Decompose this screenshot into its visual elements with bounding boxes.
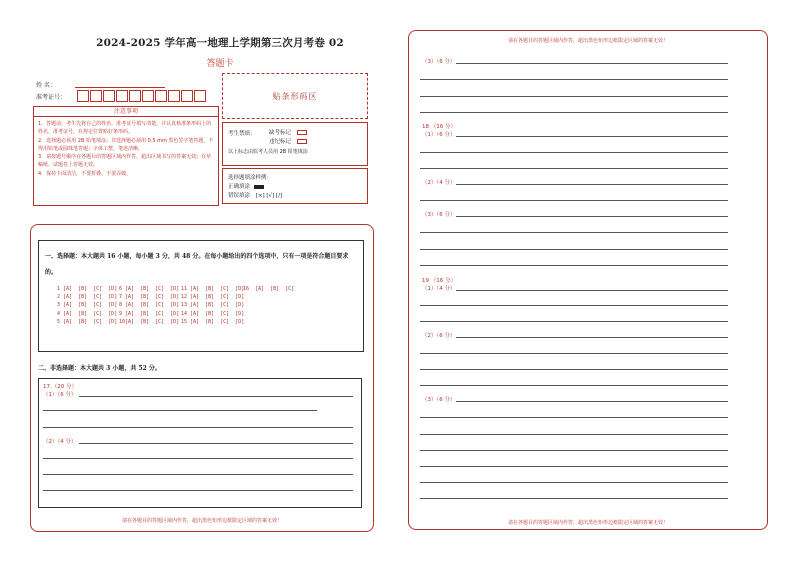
- mc-cell[interactable]: 9 [A] [B] [C] [D]: [119, 310, 180, 317]
- answer-line[interactable]: [420, 321, 728, 322]
- answer-line[interactable]: [43, 427, 353, 428]
- section2-heading: 二、非选择题：本大题共 3 小题，共 52 分。: [38, 365, 161, 372]
- answer-line[interactable]: [456, 337, 728, 338]
- answer-line[interactable]: [420, 498, 728, 499]
- mc-cell[interactable]: 12 [A] [B] [C] [D]: [181, 294, 245, 301]
- mc-cell[interactable]: 2 [A] [B] [C] [D]: [57, 294, 118, 301]
- q19-part3-label: （3）（6 分）: [422, 397, 456, 403]
- q19-part2-label: （2）（6 分）: [422, 333, 456, 339]
- absent-mark-box[interactable]: [297, 130, 307, 135]
- right-panel-hint-top: 请在各题目的答题区域内作答，超出黑色矩形边框限定区域的答案无效！: [507, 38, 668, 44]
- notice-item: 2．选择题必须用 2B 铅笔填涂；非选择题必须用 0.5 mm 黑色签字笔答题，不得用铅笔或圆珠笔答题；字体工整、笔迹清晰。: [38, 137, 214, 152]
- answer-line[interactable]: [456, 401, 728, 402]
- fill-sample-title: 选择题填涂样例：: [228, 175, 273, 181]
- answer-line[interactable]: [420, 434, 728, 435]
- answer-line[interactable]: [79, 396, 353, 397]
- mc-cell[interactable]: 16 [A] [B] [C]: [243, 286, 295, 292]
- answer-line[interactable]: [456, 290, 728, 291]
- answer-line[interactable]: [420, 417, 728, 418]
- id-box[interactable]: [129, 90, 141, 102]
- q18-part2-label: （2）（4 分）: [422, 180, 456, 186]
- page-title: 2024-2025 学年高一地理上学期第三次月考卷 02: [96, 37, 344, 49]
- answer-line[interactable]: [420, 305, 728, 306]
- q18-part3-label: （3）（6 分）: [422, 212, 456, 218]
- absent-label: 缺考标记: [269, 130, 292, 136]
- notice-title: 注意事项: [34, 107, 218, 117]
- id-box[interactable]: [194, 90, 206, 102]
- id-box[interactable]: [103, 90, 115, 102]
- correct-fill-label: 正确填涂: [228, 184, 251, 190]
- notice-item: 1．答题前，考生先将自己的姓名、准考证号填写清楚，并认真核准条形码上的姓名、准考证号，在规定位置贴好条形码。: [38, 121, 212, 136]
- answer-line[interactable]: [420, 353, 728, 354]
- answer-line[interactable]: [420, 79, 728, 80]
- mc-cell[interactable]: 14 [A] [B] [C] [D]: [181, 310, 245, 317]
- multiple-choice-box: [38, 240, 364, 352]
- mc-cell[interactable]: 13 [A] [B] [C] [D]: [181, 302, 245, 309]
- answer-line[interactable]: [420, 369, 728, 370]
- answer-line[interactable]: [420, 96, 728, 97]
- q18-title: 18 （16 分）: [422, 124, 456, 130]
- answer-line[interactable]: [420, 112, 728, 113]
- answer-line[interactable]: [420, 200, 728, 201]
- answer-line[interactable]: [43, 490, 353, 491]
- notice-box: [33, 106, 219, 206]
- name-input-line[interactable]: [75, 87, 165, 88]
- page-subtitle: 答题卡: [206, 59, 234, 69]
- q17-box: [38, 378, 362, 508]
- barcode-area: 贴条形码区: [222, 73, 368, 119]
- id-box[interactable]: [90, 90, 102, 102]
- mc-row: [57, 310, 363, 318]
- q17-part1-label: （1）（6 分）: [43, 392, 77, 398]
- id-box[interactable]: [77, 90, 89, 102]
- mc-cell[interactable]: 7 [A] [B] [C] [D]: [119, 294, 180, 301]
- answer-line[interactable]: [456, 184, 728, 185]
- answer-line[interactable]: [420, 249, 728, 250]
- right-answer-panel: [408, 30, 768, 530]
- answer-line[interactable]: [420, 265, 728, 266]
- exam-status-label: 考生禁填：: [228, 131, 256, 137]
- mc-answer-grid[interactable]: [39, 281, 363, 326]
- section1-heading: 一、选择题：本大题共 16 小题，每小题 3 分，共 48 分。在每小题给出的四个选项中，只有一项是符合题目要求的。: [45, 253, 349, 276]
- wrong-fill-samples: [×] [√] [/]: [255, 193, 283, 199]
- q17-part3-label: （3）（6 分）: [422, 59, 456, 65]
- id-box[interactable]: [168, 90, 180, 102]
- answer-line[interactable]: [420, 168, 728, 169]
- answer-line[interactable]: [456, 136, 728, 137]
- mc-cell[interactable]: 15 [A] [B] [C] [D]: [181, 318, 245, 325]
- id-box[interactable]: [181, 90, 193, 102]
- mc-cell[interactable]: 4 [A] [B] [C] [D]: [57, 310, 118, 317]
- violation-mark-box[interactable]: [297, 139, 307, 144]
- mc-cell[interactable]: 5 [A] [B] [C] [D]: [57, 318, 118, 325]
- answer-line[interactable]: [420, 385, 728, 386]
- violation-label: 违纪标记: [269, 139, 292, 145]
- answer-line[interactable]: [420, 482, 728, 483]
- id-label: 准考证号：: [36, 94, 67, 101]
- answer-line[interactable]: [43, 458, 353, 459]
- q17-part2-label: （2）（4 分）: [43, 439, 77, 445]
- answer-line[interactable]: [420, 466, 728, 467]
- q19-title: 19 （16 分）: [422, 278, 456, 284]
- id-boxes[interactable]: [77, 90, 207, 102]
- answer-line[interactable]: [456, 63, 728, 64]
- fill-sample-box: [222, 168, 368, 204]
- right-panel-hint-bottom: 请在各题目的答题区域内作答，超出黑色矩形边框限定区域的答案无效！: [507, 520, 668, 526]
- answer-line[interactable]: [79, 443, 353, 444]
- mc-cell[interactable]: 3 [A] [B] [C] [D]: [57, 302, 118, 309]
- mc-cell[interactable]: 8 [A] [B] [C] [D]: [119, 302, 180, 309]
- id-box[interactable]: [155, 90, 167, 102]
- mc-row: [57, 293, 363, 301]
- correct-fill-mark: [254, 185, 264, 189]
- q17-title: 17.（20 分）: [43, 384, 77, 390]
- name-label: 姓 名：: [36, 82, 56, 89]
- exam-status-note: 以上标志由监考人员用 2B 铅笔填涂: [228, 149, 308, 155]
- q18-part1-label: （1）（6 分）: [422, 132, 456, 138]
- answer-line[interactable]: [420, 450, 728, 451]
- left-panel-hint: 请在各题目的答题区域内作答，超出黑色矩形边框限定区域的答案无效！: [121, 518, 282, 524]
- answer-line[interactable]: [420, 152, 728, 153]
- wrong-fill-label: 错误填涂: [228, 193, 251, 199]
- answer-line[interactable]: [43, 410, 317, 411]
- notice-item: 3．请按题号顺序在各题目的答题区域内作答，超出区域书写的答案无效；在草稿纸、试题卷上答题无效。: [38, 154, 212, 169]
- mc-row: [57, 318, 363, 326]
- notice-item: 4．保持卡面清洁，不要折叠、不要弄破。: [38, 170, 132, 177]
- id-box[interactable]: [142, 90, 154, 102]
- q19-part1-label: （1）（4 分）: [422, 286, 456, 292]
- id-box[interactable]: [116, 90, 128, 102]
- answer-line[interactable]: [456, 216, 728, 217]
- mc-row: [57, 285, 363, 293]
- mc-cell[interactable]: 10[A] [B] [C] [D]: [119, 318, 180, 325]
- answer-line[interactable]: [43, 474, 353, 475]
- mc-cell[interactable]: 11 [A] [B] [C] [D]: [181, 286, 245, 292]
- answer-line[interactable]: [420, 232, 728, 233]
- mc-cell[interactable]: 6 [A] [B] [C] [D]: [119, 286, 180, 292]
- exam-status-box: [222, 122, 368, 166]
- mc-row: [57, 301, 363, 309]
- mc-cell[interactable]: 1 [A] [B] [C] [D]: [57, 286, 118, 292]
